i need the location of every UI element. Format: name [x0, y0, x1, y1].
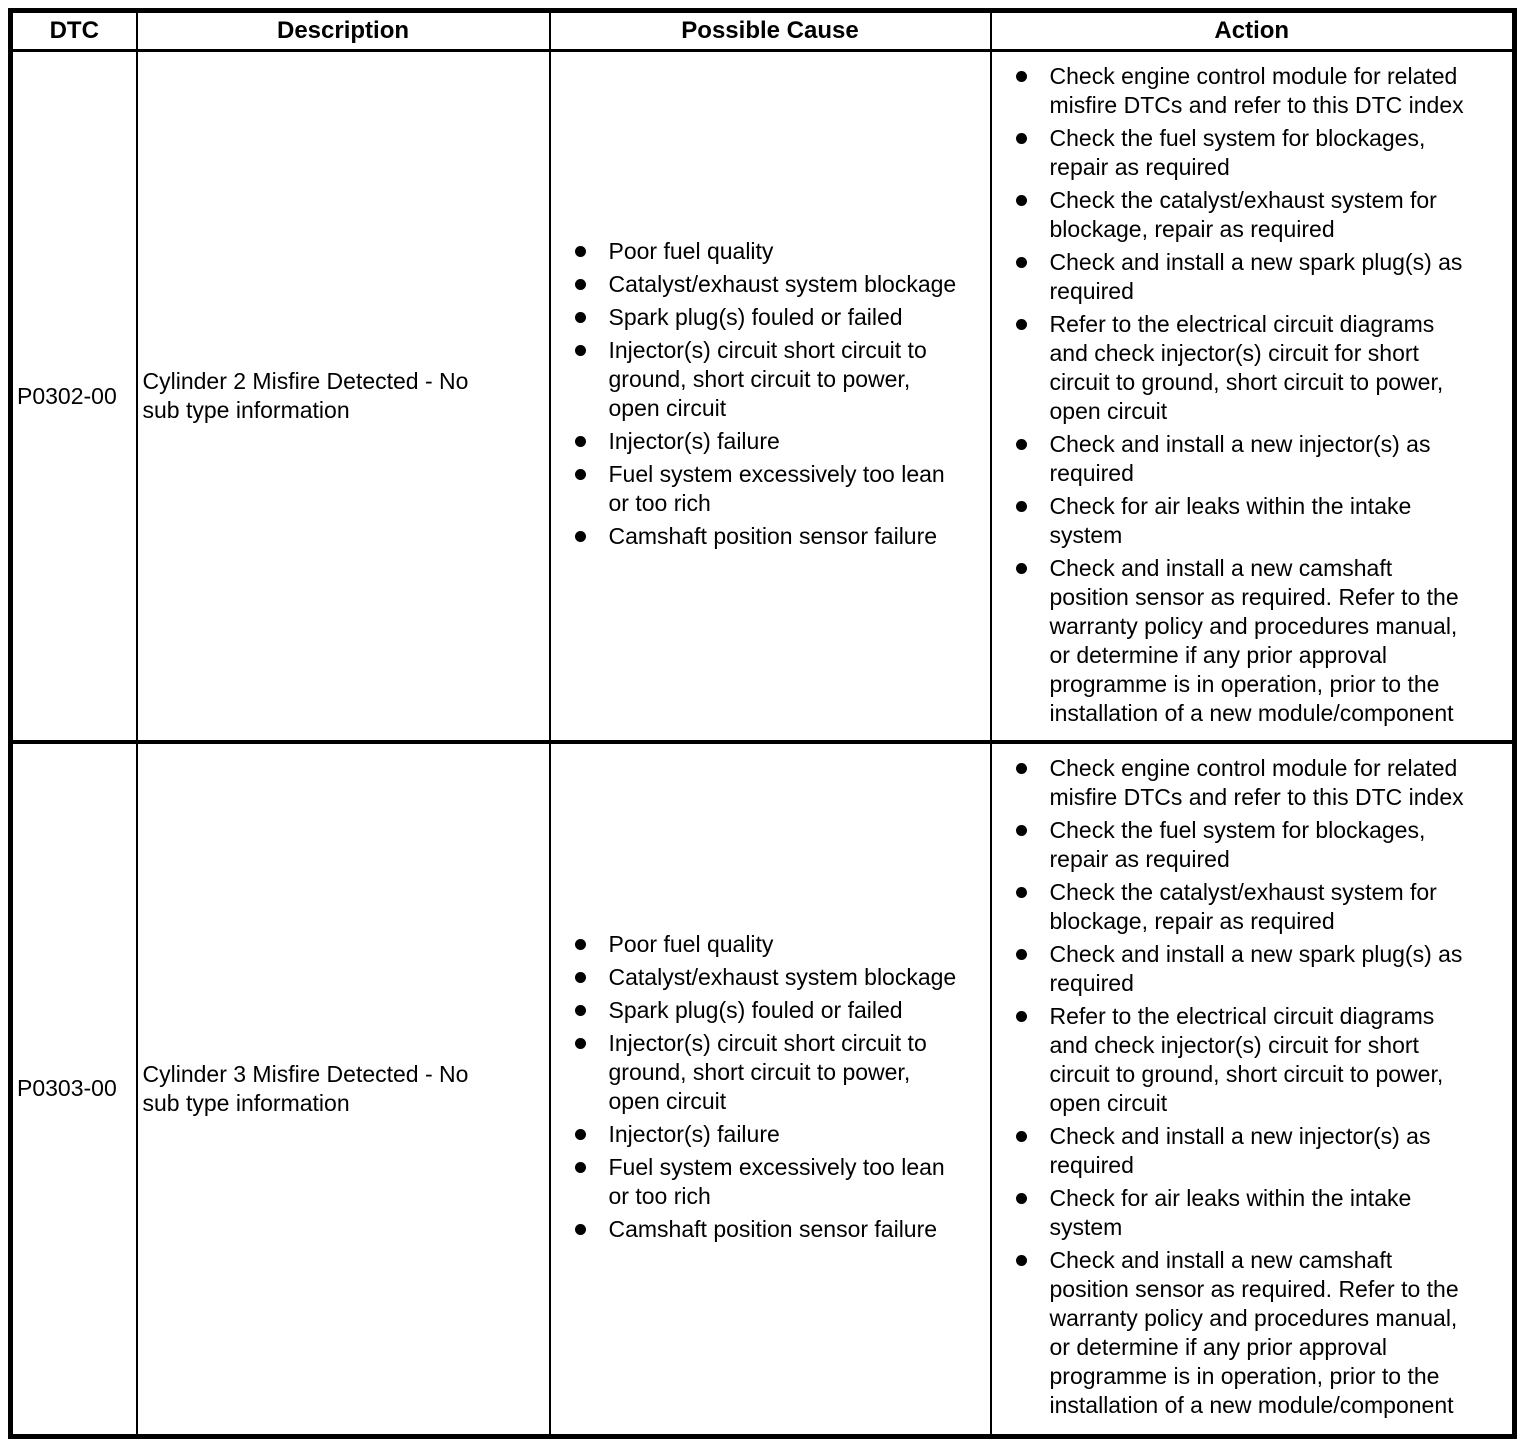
action-list	[992, 754, 1513, 1420]
dtc-code: P0302-00	[11, 51, 137, 743]
action-text: Check and install a new camshaft position sensor as required. Refer to the warranty policy and procedures manual, or determine if any prior approval programme is in operation, prior to the installation of a new module/component	[1049, 555, 1459, 726]
possible-cause-cell	[550, 51, 991, 743]
cause-text: Poor fuel quality	[608, 930, 774, 957]
cause-text: Injector(s) failure	[608, 1120, 780, 1147]
action-item	[1016, 554, 1513, 728]
cause-text: Fuel system excessively too lean or too rich	[608, 461, 945, 516]
action-text: Check and install a new injector(s) as required	[1049, 1123, 1431, 1178]
cause-text: Poor fuel quality	[608, 238, 774, 264]
action-cell	[991, 51, 1515, 743]
bullet-icon	[575, 436, 586, 447]
possible-cause-cell	[550, 742, 991, 1436]
cause-item	[575, 963, 990, 992]
cause-item	[575, 522, 990, 551]
action-text: Check engine control module for related misfire DTCs and refer to this DTC index	[1049, 755, 1464, 810]
bullet-icon	[575, 1038, 586, 1049]
possible-cause-list	[551, 237, 990, 551]
cause-item	[575, 460, 990, 518]
possible-cause-list	[551, 930, 990, 1244]
action-cell	[991, 742, 1515, 1436]
action-text: Check the fuel system for blockages, repair as required	[1049, 817, 1426, 872]
action-text: Refer to the electrical circuit diagrams and check injector(s) circuit for short circuit to ground, short circuit to power, open circuit	[1049, 311, 1444, 424]
action-item	[1016, 186, 1513, 244]
action-item	[1016, 1122, 1513, 1180]
action-text: Check the fuel system for blockages, repair as required	[1049, 125, 1426, 180]
bullet-icon	[1016, 71, 1027, 82]
cause-item	[575, 1153, 990, 1211]
bullet-icon	[1016, 195, 1027, 206]
cause-text: Fuel system excessively too lean or too rich	[608, 1153, 945, 1209]
cause-item	[575, 427, 990, 456]
bullet-icon	[575, 1224, 586, 1235]
action-item	[1016, 430, 1513, 488]
bullet-icon	[575, 1162, 586, 1173]
cause-item	[575, 930, 990, 959]
bullet-icon	[575, 345, 586, 356]
cause-item	[575, 1215, 990, 1244]
column-header-dtc: DTC	[11, 11, 137, 51]
bullet-icon	[575, 279, 586, 290]
bullet-icon	[1016, 763, 1027, 774]
action-item	[1016, 124, 1513, 182]
action-item	[1016, 492, 1513, 550]
dtc-index-table	[8, 8, 1517, 1439]
bullet-icon	[1016, 949, 1027, 960]
cause-item	[575, 336, 990, 423]
bullet-icon	[575, 972, 586, 983]
column-header-action: Action	[991, 11, 1515, 51]
action-item	[1016, 1184, 1513, 1242]
cause-text: Spark plug(s) fouled or failed	[608, 996, 903, 1023]
action-text: Check the catalyst/exhaust system for blockage, repair as required	[1049, 187, 1437, 242]
bullet-icon	[1016, 257, 1027, 268]
action-item	[1016, 248, 1513, 306]
action-text: Check and install a new injector(s) as required	[1049, 431, 1431, 486]
action-item	[1016, 1002, 1513, 1118]
bullet-icon	[575, 246, 586, 257]
bullet-icon	[575, 1129, 586, 1140]
bullet-icon	[1016, 887, 1027, 898]
cause-item	[575, 303, 990, 332]
cause-item	[575, 1120, 990, 1149]
column-header-description: Description	[137, 11, 550, 51]
action-list	[992, 62, 1513, 728]
action-text: Check and install a new camshaft position sensor as required. Refer to the warranty policy and procedures manual, or determine if any prior approval programme is in operation, prior to the installation of a new module/component	[1049, 1247, 1459, 1418]
action-item	[1016, 754, 1513, 812]
column-header-possible-cause: Possible Cause	[550, 11, 991, 51]
bullet-icon	[575, 469, 586, 480]
action-item	[1016, 1246, 1513, 1420]
description-cell: Cylinder 2 Misfire Detected - No sub type information	[137, 51, 550, 743]
cause-text: Injector(s) failure	[608, 428, 780, 454]
bullet-icon	[1016, 1131, 1027, 1142]
cause-item	[575, 270, 990, 299]
action-item	[1016, 940, 1513, 998]
action-text: Check for air leaks within the intake system	[1049, 1185, 1412, 1240]
cause-text: Catalyst/exhaust system blockage	[608, 271, 957, 297]
description-cell: Cylinder 3 Misfire Detected - No sub type information	[137, 742, 550, 1436]
bullet-icon	[1016, 1255, 1027, 1266]
action-text: Refer to the electrical circuit diagrams and check injector(s) circuit for short circuit to ground, short circuit to power, open circuit	[1049, 1003, 1444, 1116]
action-item	[1016, 62, 1513, 120]
bullet-icon	[1016, 825, 1027, 836]
bullet-icon	[1016, 563, 1027, 574]
bullet-icon	[1016, 501, 1027, 512]
action-item	[1016, 878, 1513, 936]
action-item	[1016, 816, 1513, 874]
cause-text: Injector(s) circuit short circuit to ground, short circuit to power, open circuit	[608, 337, 927, 421]
bullet-icon	[1016, 133, 1027, 144]
action-text: Check engine control module for related misfire DTCs and refer to this DTC index	[1049, 63, 1464, 118]
bullet-icon	[575, 531, 586, 542]
action-text: Check for air leaks within the intake system	[1049, 493, 1412, 548]
bullet-icon	[1016, 1193, 1027, 1204]
action-text: Check the catalyst/exhaust system for blockage, repair as required	[1049, 879, 1437, 934]
bullet-icon	[575, 1005, 586, 1016]
bullet-icon	[575, 312, 586, 323]
action-text: Check and install a new spark plug(s) as required	[1049, 249, 1463, 304]
cause-text: Catalyst/exhaust system blockage	[608, 963, 957, 990]
bullet-icon	[1016, 319, 1027, 330]
table-row	[11, 51, 1515, 743]
dtc-code: P0303-00	[11, 742, 137, 1436]
action-text: Check and install a new spark plug(s) as required	[1049, 941, 1463, 996]
cause-text: Spark plug(s) fouled or failed	[608, 304, 903, 330]
header-row	[11, 11, 1515, 51]
cause-text: Injector(s) circuit short circuit to ground, short circuit to power, open circuit	[608, 1029, 927, 1114]
action-item	[1016, 310, 1513, 426]
cause-text: Camshaft position sensor failure	[608, 523, 938, 549]
cause-item	[575, 1029, 990, 1116]
bullet-icon	[575, 939, 586, 950]
cause-item	[575, 996, 990, 1025]
bullet-icon	[1016, 1011, 1027, 1022]
bullet-icon	[1016, 439, 1027, 450]
cause-item	[575, 237, 990, 266]
table-row	[11, 742, 1515, 1436]
cause-text: Camshaft position sensor failure	[608, 1215, 938, 1242]
